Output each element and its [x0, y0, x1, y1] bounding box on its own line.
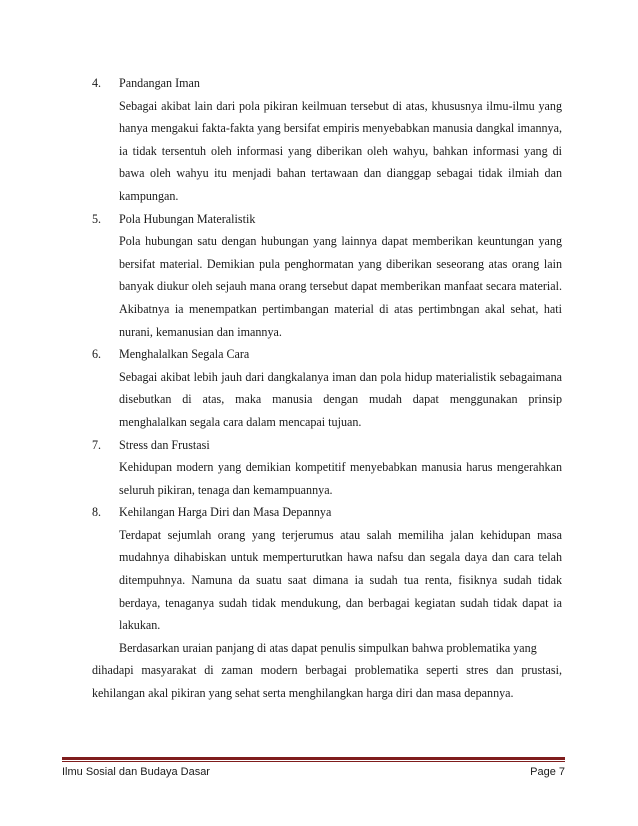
- footer-page-number: Page 7: [530, 766, 565, 778]
- item-paragraph: Terdapat sejumlah orang yang terjerumus atau salah memiliha jalan kehidupan masa mudahnya dihabiskan untuk memperturutkan hawa nafsu dan segala daya dan cara telah ditempuhnya. Namuna da suatu saat dimana ia sudah tua renta, fisiknya sudah tidak berdaya, tenaganya sudah tidak mendukung, dan berbagai kegiatan sudah tidak dapat ia lakukan.: [119, 527, 562, 633]
- list-item: [92, 501, 562, 659]
- item-heading: [92, 343, 562, 366]
- item-body: [92, 524, 562, 660]
- conclusion-lead: Berdasarkan uraian panjang di atas dapat penulis simpulkan bahwa problematika yang: [119, 640, 537, 655]
- item-title: Menghalalkan Segala Cara: [119, 347, 250, 362]
- item-heading: [92, 501, 562, 524]
- item-number: 8.: [92, 505, 102, 520]
- footer-rule-thin: [62, 761, 565, 762]
- item-body: [92, 366, 562, 434]
- item-title: Pola Hubungan Materalistik: [119, 211, 256, 226]
- item-body: [92, 95, 562, 208]
- item-paragraph: Sebagai akibat lebih jauh dari dangkalanya iman dan pola hidup materialistik sebagaimana disebutkan di atas, maka manusia dengan mudah dapat menggunakan prinsip menghalalkan segala cara dalam mencapai tujuan.: [119, 369, 562, 429]
- item-number: 7.: [92, 437, 102, 452]
- list-item: [92, 72, 562, 208]
- list-item: [92, 434, 562, 502]
- footer-text: [62, 765, 565, 779]
- item-paragraph: Pola hubungan satu dengan hubungan yang lainnya dapat memberikan keuntungan yang bersifat material. Demikian pula penghormatan yang diberikan seseorang atas orang lain banyak diukur oleh sejauh mana orang tersebut dapat memberikan manfaat secara material. Akibatnya ia menempatkan pertimbangan material di atas pertimbngan akal sehat, hati nurani, kemanusian dan imannya.: [119, 234, 562, 339]
- page-footer: [62, 757, 565, 779]
- item-title: Kehilangan Harga Diri dan Masa Depannya: [119, 505, 332, 520]
- item-title: Pandangan Iman: [119, 76, 200, 90]
- item-paragraph: Sebagai akibat lain dari pola pikiran keilmuan tersebut di atas, khususnya ilmu-ilmu yang hanya mengakui fakta-fakta yang bersifat empiris menyebabkan manusia dangkal imannya, ia tidak tersentuh oleh informasi yang diberikan oleh wahyu, bahkan informasi yang di bawa oleh wahyu itu menjadi bahan tertawaan dan dianggap sebagai tidak ilmiah dan kampungan.: [119, 98, 562, 203]
- conclusion-paragraph: dihadapi masyarakat di zaman modern berbagai problematika seperti stres dan prustasi, kehilangan akal pikiran yang sehat serta menghilangkan harga diri dan masa depannya.: [92, 663, 562, 701]
- item-number: 6.: [92, 347, 102, 362]
- item-body: [92, 230, 562, 343]
- item-heading: [92, 208, 562, 231]
- item-number: 5.: [92, 211, 102, 226]
- footer-book-title: Ilmu Sosial dan Budaya Dasar: [62, 766, 210, 778]
- footer-rule: [62, 757, 565, 760]
- list-item: [92, 343, 562, 433]
- item-number: 4.: [92, 76, 102, 90]
- item-paragraph: Kehidupan modern yang demikian kompetitif menyebabkan manusia harus mengerahkan seluruh pikiran, tenaga dan kemampuannya.: [119, 460, 562, 497]
- item-heading: [92, 72, 562, 95]
- list-item: [92, 208, 562, 344]
- page-content: [92, 72, 562, 705]
- item-title: Stress dan Frustasi: [119, 437, 210, 452]
- item-heading: [92, 434, 562, 457]
- item-body: [92, 456, 562, 501]
